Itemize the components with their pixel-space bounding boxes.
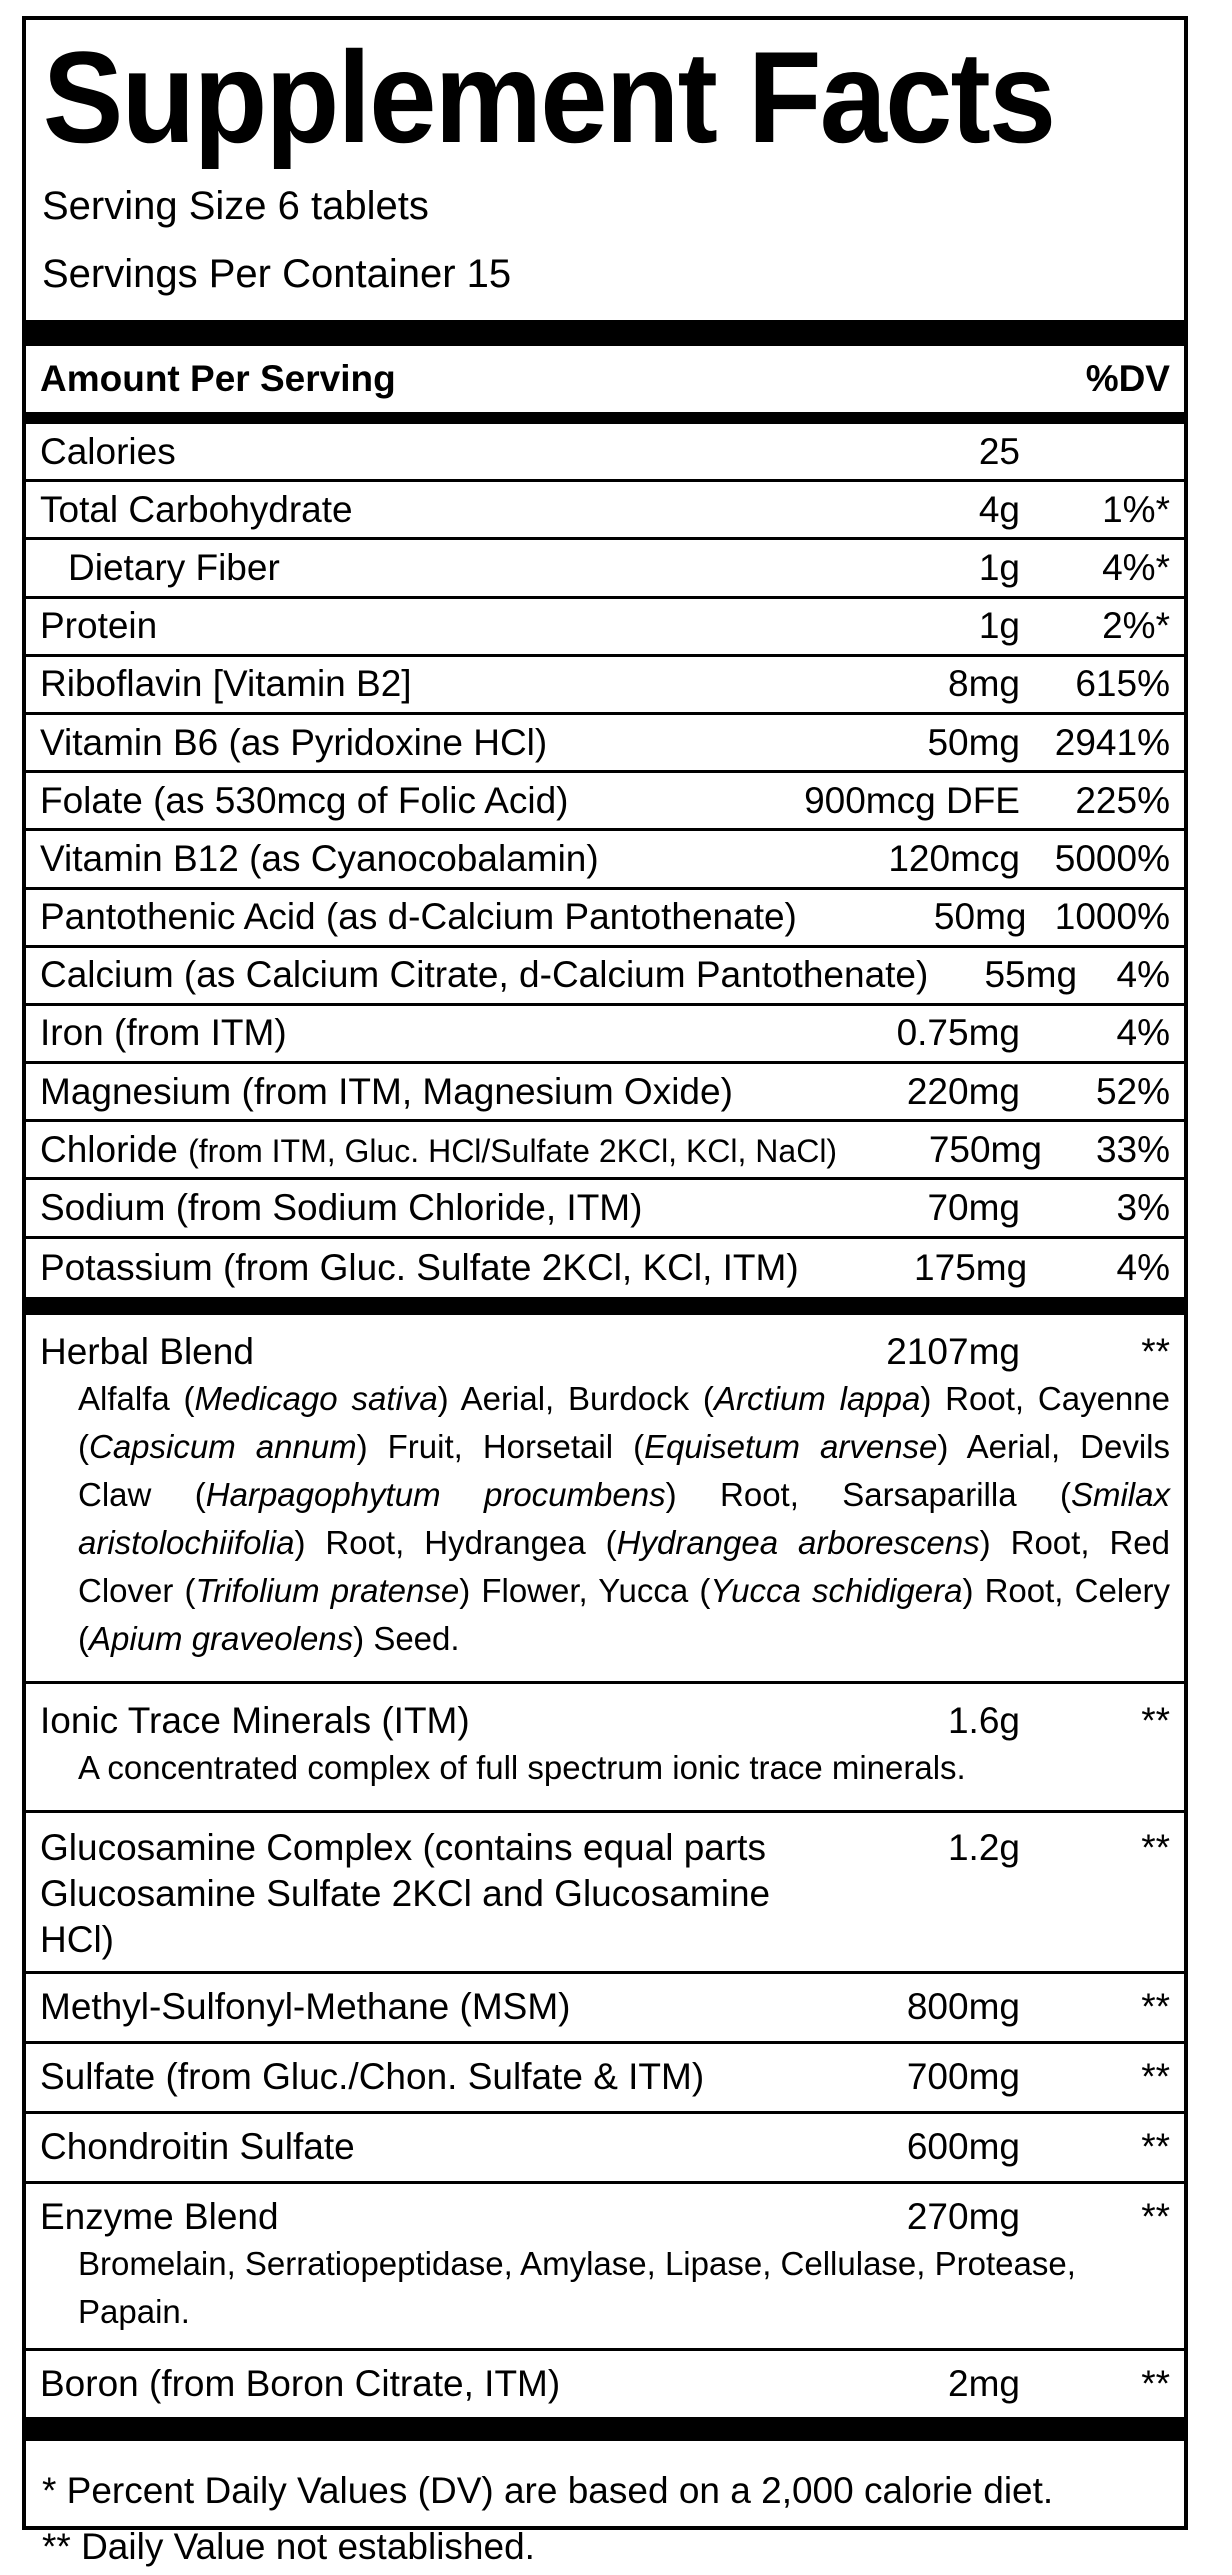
ingredient-text: ) Root, Hydrangea ( [294,1523,617,1561]
nutrient-amount: 8mg [948,663,1020,705]
boron-name: Boron (from Boron Citrate, ITM) [40,2362,561,2404]
herbal-blend-amount: 2107mg [886,1330,1020,1372]
itm-dv: ** [1141,1699,1170,1741]
divider-medium [26,1297,1184,1315]
nutrient-dv: 615% [1075,663,1170,705]
msm-row [26,1974,1184,2044]
herbal-blend-dv: ** [1141,1330,1170,1372]
ingredient-text: ) Flower, Yucca ( [459,1571,711,1609]
ingredient-text: ) Fruit, Horsetail ( [356,1427,645,1465]
itm-amount: 1.6g [947,1699,1020,1741]
nutrient-name-text: Sodium (from Sodium Chloride, ITM) [40,1187,643,1229]
botanical-name: Apium graveolens [89,1619,354,1657]
nutrient-dv: 1%* [1102,488,1170,530]
herbal-blend-section [26,1315,1184,1684]
itm-name: Ionic Trace Minerals (ITM) [40,1699,470,1741]
footnote-not-established: ** Daily Value not established. [42,2525,535,2567]
nutrient-row [26,657,1184,715]
nutrient-row [26,1006,1184,1064]
nutrient-amount: 55mg [984,954,1078,996]
sulfate-row [26,2044,1184,2114]
nutrient-name [40,896,797,938]
nutrient-name [40,489,780,531]
nutrient-name [40,838,780,880]
nutrient-row [26,424,1184,482]
nutrient-row [26,773,1184,831]
nutrient-amount: 50mg [933,896,1027,938]
enzyme-description: Bromelain, Serratiopeptidase, Amylase, Lipase, Cellulase, Protease, Papain. [78,2244,1076,2330]
nutrient-name-text: Vitamin B12 (as Cyanocobalamin) [40,837,599,879]
supplement-facts-panel [22,16,1188,2567]
ingredient-text: ) Root, Red Clover ( [78,1523,1170,1609]
nutrient-name-detail: (from ITM, Gluc. HCl/Sulfate 2KCl, KCl, NaCl) [188,1132,838,1169]
servings-per-container: Servings Per Container 15 [42,252,512,296]
enzyme-amount: 270mg [906,2195,1020,2237]
nutrient-name-text: Total Carbohydrate [40,488,353,530]
nutrient-amount: 50mg [927,721,1020,763]
chondroitin-dv: ** [1141,2126,1170,2168]
nutrient-name-text: Vitamin B6 (as Pyridoxine HCl) [40,721,548,763]
nutrient-name [40,547,780,589]
enzyme-dv: ** [1141,2195,1170,2237]
ingredient-text: ) Root, Cayenne ( [78,1379,1170,1465]
boron-row [26,2351,1184,2417]
nutrient-name [40,605,780,647]
glucosamine-name-line2: Glucosamine Sulfate 2KCl and Glucosamine HCl) [40,1872,771,1960]
footnote-dv: * Percent Daily Values (DV) are based on a 2,000 calorie diet. [42,2469,1054,2511]
nutrient-table [26,424,1184,1297]
nutrient-amount: 175mg [914,1246,1028,1288]
sulfate-dv: ** [1141,2056,1170,2098]
nutrient-row [26,482,1184,540]
divider-thick [26,320,1184,346]
amount-header [26,346,1184,412]
msm-amount: 800mg [906,1986,1020,2028]
botanical-name: Arctium lappa [713,1379,921,1417]
nutrient-row [26,715,1184,773]
nutrient-name [40,663,780,705]
dv-label: %DV [1085,358,1170,399]
msm-name: Methyl-Sulfonyl-Methane (MSM) [40,1986,571,2028]
nutrient-name [40,1012,780,1054]
itm-section [26,1684,1184,1813]
itm-description: A concentrated complex of full spectrum ionic trace minerals. [78,1748,966,1786]
nutrient-row [26,540,1184,598]
nutrient-name-text: Iron (from ITM) [40,1012,287,1054]
chondroitin-row [26,2114,1184,2184]
nutrient-name [40,1129,837,1171]
nutrient-name-text: Chloride [40,1128,178,1170]
nutrient-name-text: Calcium (as Calcium Citrate, d-Calcium Pantothenate) [40,954,929,996]
botanical-name: Harpagophytum procumbens [205,1475,666,1513]
ingredient-text: ) Seed. [353,1619,460,1657]
glucosamine-section [26,1813,1184,1974]
ingredient-text: ) Aerial, Devils Claw ( [78,1427,1171,1513]
nutrient-amount: 25 [978,430,1020,472]
nutrient-name-text: Magnesium (from ITM, Magnesium Oxide) [40,1070,733,1112]
botanical-name: Trifolium pratense [195,1571,460,1609]
nutrient-row [26,1239,1184,1297]
nutrient-row [26,1064,1184,1122]
nutrient-dv: 4% [1116,954,1170,996]
nutrient-name-text: Potassium (from Gluc. Sulfate 2KCl, KCl, ITM) [40,1246,799,1288]
nutrient-dv: 4%* [1102,546,1170,588]
nutrient-dv: 33% [1095,1128,1170,1170]
nutrient-dv: 1000% [1054,896,1170,938]
nutrient-name-text: Pantothenic Acid (as d-Calcium Pantothenate) [40,896,797,938]
glucosamine-name-line1: Glucosamine Complex (contains equal parts [40,1826,766,1868]
nutrient-dv: 3% [1116,1187,1170,1229]
chondroitin-amount: 600mg [906,2126,1020,2168]
glucosamine-dv: ** [1141,1826,1170,1868]
nutrient-dv: 4% [1116,1012,1170,1054]
enzyme-name: Enzyme Blend [40,2195,279,2237]
nutrient-dv: 4% [1116,1246,1170,1288]
herbal-blend-name: Herbal Blend [40,1330,254,1372]
nutrient-amount: 4g [978,488,1020,530]
nutrient-dv: 5000% [1054,837,1170,879]
herbal-blend-ingredients [40,1375,1170,1663]
sulfate-amount: 700mg [906,2056,1020,2098]
nutrient-name [40,954,928,996]
nutrient-row [26,831,1184,889]
glucosamine-amount: 1.2g [947,1826,1020,1868]
nutrient-dv: 2%* [1102,605,1170,647]
nutrient-row [26,1180,1184,1238]
botanical-name: Hydrangea arborescens [616,1523,980,1561]
nutrient-name [40,1247,799,1289]
nutrient-name-text: Dietary Fiber [68,546,280,588]
nutrient-amount: 0.75mg [896,1012,1020,1054]
botanical-name: Medicago sativa [194,1379,438,1417]
nutrient-name [40,1187,780,1229]
nutrient-name-text: Calories [40,430,176,472]
boron-amount: 2mg [948,2362,1020,2404]
nutrient-dv: 2941% [1054,721,1170,763]
glucosamine-name [40,1825,780,1963]
nutrient-name [40,431,780,473]
nutrient-amount: 900mcg DFE [804,779,1020,821]
nutrient-amount: 1g [978,605,1020,647]
nutrient-row [26,599,1184,657]
nutrient-row [26,948,1184,1006]
nutrient-amount: 220mg [906,1070,1020,1112]
nutrient-amount: 750mg [928,1128,1042,1170]
nutrient-name [40,780,780,822]
ingredient-text: ) Aerial, Burdock ( [437,1379,714,1417]
ingredient-text: ) Root, Celery ( [78,1571,1171,1657]
botanical-name: Yucca schidigera [710,1571,963,1609]
divider-medium [26,412,1184,424]
chondroitin-name: Chondroitin Sulfate [40,2126,355,2168]
nutrient-dv: 52% [1095,1070,1170,1112]
serving-size: Serving Size 6 tablets [42,184,429,228]
botanical-name: Equisetum arvense [644,1427,938,1465]
nutrient-amount: 70mg [927,1187,1020,1229]
nutrient-row [26,1122,1184,1180]
nutrient-name [40,722,780,764]
nutrient-row [26,890,1184,948]
nutrient-amount: 120mcg [888,837,1020,879]
nutrient-name-text: Folate (as 530mcg of Folic Acid) [40,779,569,821]
divider-thick-bottom [26,2417,1184,2441]
sulfate-name: Sulfate (from Gluc./Chon. Sulfate & ITM) [40,2056,705,2098]
botanical-name: Capsicum annum [89,1427,357,1465]
panel-title: Supplement Facts [42,24,1055,170]
footnotes [26,2441,1184,2575]
boron-dv: ** [1141,2362,1170,2404]
enzyme-section [26,2184,1184,2351]
nutrient-name [40,1071,780,1113]
ingredient-text: Alfalfa ( [78,1379,195,1417]
botanical-name: Smilax aristolochiifolia [78,1475,1170,1561]
nutrient-name-text: Protein [40,605,158,647]
amount-per-serving-label: Amount Per Serving [40,358,396,399]
ingredient-text: ) Root, Sarsaparilla ( [665,1475,1071,1513]
msm-dv: ** [1141,1986,1170,2028]
nutrient-amount: 1g [978,546,1020,588]
nutrient-dv: 225% [1075,779,1170,821]
nutrient-name-text: Riboflavin [Vitamin B2] [40,663,412,705]
